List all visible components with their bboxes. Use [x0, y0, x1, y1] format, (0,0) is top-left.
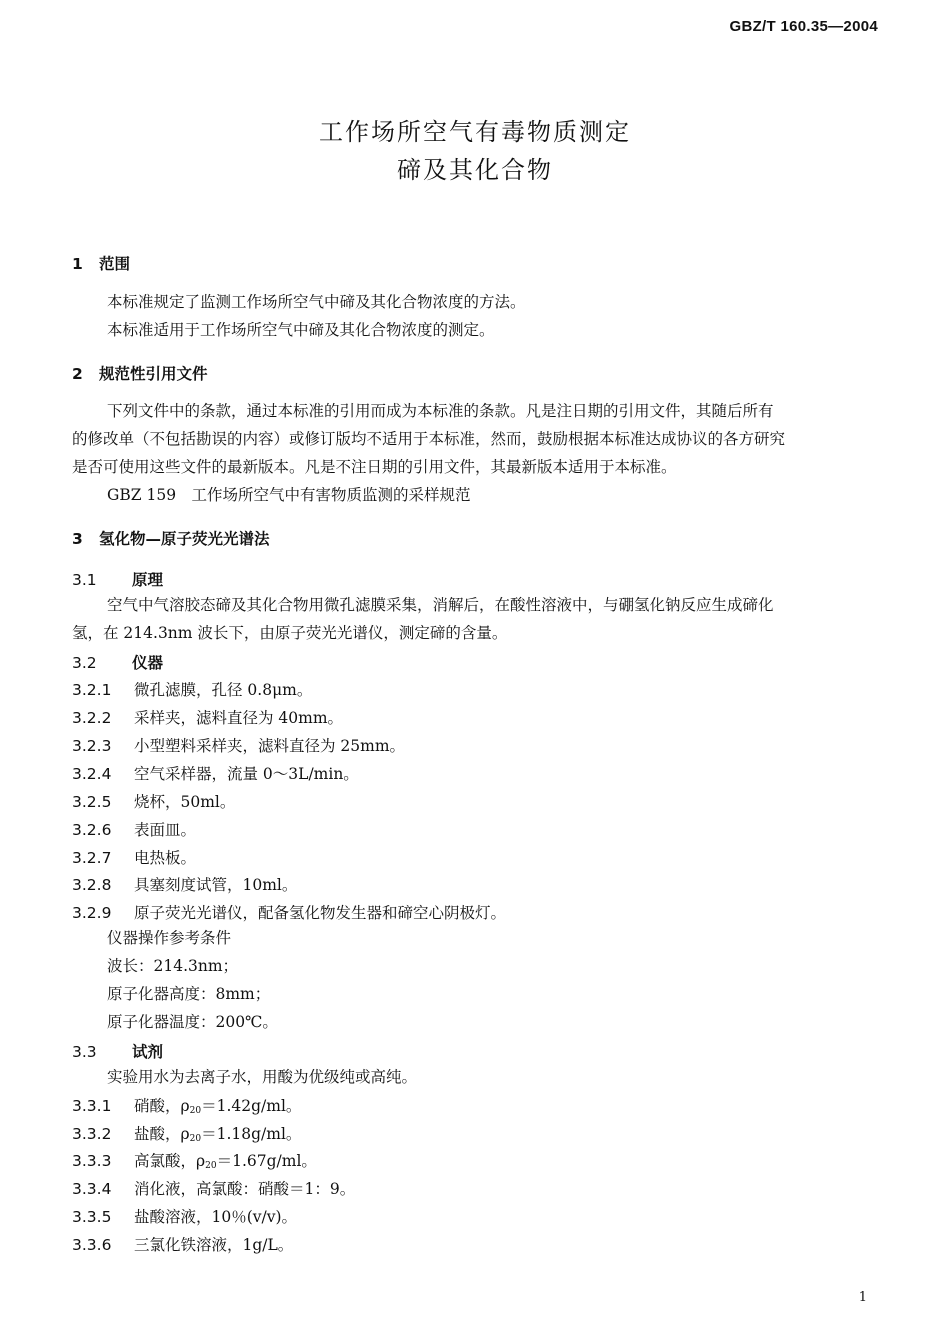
- list-item: [72, 1233, 293, 1255]
- section-heading-3: [72, 527, 270, 549]
- item-text: 原子荧光光谱仪，配备氢化物发生器和碲空心阴极灯。: [134, 904, 507, 922]
- subsection-heading-3-3: [72, 1040, 163, 1062]
- subsection-heading-3-1: [72, 568, 163, 590]
- item-text: 微孔滤膜，孔径 0.8μm。: [134, 681, 313, 699]
- paragraph-line: 下列文件中的条款，通过本标准的引用而成为本标准的条款。凡是注日期的引用文件，其随后所有: [107, 402, 774, 420]
- item-number: 3.3.4: [72, 1180, 112, 1198]
- item-number: 3.2.5: [72, 793, 112, 811]
- subsection-number: 3.1: [72, 571, 97, 589]
- item-text: 烧杯，50ml。: [134, 793, 236, 811]
- list-item: [72, 762, 359, 784]
- subsection-heading-3-2: [72, 651, 163, 673]
- item-text: 采样夹，滤料直径为 40mm。: [134, 709, 344, 727]
- item-text: 具塞刻度试管，10ml。: [134, 876, 298, 894]
- list-item: [72, 1205, 297, 1227]
- paragraph-line: 空气中气溶胶态碲及其化合物用微孔滤膜采集，消解后，在酸性溶液中，与硼氢化钠反应生成碲化: [107, 596, 774, 614]
- condition-line: 仪器操作参考条件: [107, 929, 232, 947]
- condition-line: 原子化器温度：200℃。: [107, 1013, 278, 1031]
- subsection-number: 3.2: [72, 654, 97, 672]
- item-text: 表面皿。: [134, 821, 197, 839]
- section-number: 3: [72, 530, 83, 548]
- item-number: 3.2.2: [72, 709, 112, 727]
- standard-code: GBZ/T 160.35—2004: [729, 18, 878, 35]
- paragraph: 实验用水为去离子水，用酸为优级纯或高纯。: [107, 1068, 418, 1086]
- list-item: [72, 734, 405, 756]
- list-item: [72, 873, 297, 895]
- list-item: [72, 1122, 301, 1144]
- paragraph-line: 氢，在 214.3nm 波长下，由原子荧光光谱仪，测定碲的含量。: [72, 624, 508, 642]
- page-subtitle: 碲及其化合物: [397, 156, 553, 184]
- item-number: 3.2.6: [72, 821, 112, 839]
- item-number: 3.3.6: [72, 1236, 112, 1254]
- item-number: 3.2.3: [72, 737, 112, 755]
- subsection-label: 仪器: [132, 654, 164, 672]
- section-label: 范围: [99, 255, 131, 273]
- item-number: 3.3.3: [72, 1152, 112, 1170]
- item-text: 高氯酸，: [134, 1152, 197, 1170]
- density-temperature: 20: [189, 1134, 202, 1144]
- subsection-number: 3.3: [72, 1043, 97, 1061]
- subsection-label: 试剂: [132, 1043, 164, 1061]
- density-temperature: 20: [205, 1161, 217, 1171]
- item-text: 消化液，高氯酸：硝酸＝1：9。: [134, 1180, 356, 1198]
- density-value: ＝1.42g/ml。: [201, 1097, 302, 1115]
- item-number: 3.2.8: [72, 876, 112, 894]
- item-text: 电热板。: [134, 849, 197, 867]
- condition-line: 波长：214.3nm；: [107, 957, 239, 975]
- page-number: 1: [858, 1290, 867, 1305]
- section-heading-1: [72, 252, 130, 274]
- density-value: ＝1.18g/ml。: [201, 1125, 302, 1143]
- condition-line: 原子化器高度：8mm；: [107, 985, 271, 1003]
- section-heading-2: [72, 362, 208, 384]
- item-number: 3.2.9: [72, 904, 112, 922]
- item-number: 3.3.2: [72, 1125, 112, 1143]
- subsection-label: 原理: [132, 571, 164, 589]
- item-text: 小型塑料采样夹，滤料直径为 25mm。: [134, 737, 406, 755]
- list-item: [72, 678, 312, 700]
- paragraph: 本标准规定了监测工作场所空气中碲及其化合物浓度的方法。: [107, 293, 526, 311]
- paragraph-line: 是否可使用这些文件的最新版本。凡是不注日期的引用文件，其最新版本适用于本标准。: [72, 458, 677, 476]
- item-number: 3.2.4: [72, 765, 112, 783]
- section-label: 规范性引用文件: [99, 365, 208, 383]
- density-symbol: ρ: [180, 1125, 190, 1143]
- item-number: 3.3.5: [72, 1208, 112, 1226]
- item-text: 硝酸，: [134, 1097, 181, 1115]
- item-text: 三氯化铁溶液，1g/L。: [134, 1236, 294, 1254]
- density-temperature: 20: [189, 1106, 202, 1116]
- section-label: 氢化物—原子荧光光谱法: [99, 530, 270, 548]
- list-item: [72, 706, 343, 728]
- normative-reference: GBZ 159 工作场所空气中有害物质监测的采样规范: [107, 486, 471, 504]
- list-item: [72, 901, 506, 923]
- density-symbol: ρ: [196, 1152, 206, 1170]
- list-item: [72, 1177, 355, 1199]
- density-symbol: ρ: [180, 1097, 190, 1115]
- list-item: [72, 1094, 301, 1116]
- list-item: [72, 1149, 317, 1171]
- item-text: 盐酸溶液，10％(v/v)。: [134, 1208, 298, 1226]
- paragraph: 本标准适用于工作场所空气中碲及其化合物浓度的测定。: [107, 321, 495, 339]
- list-item: [72, 818, 196, 840]
- section-number: 1: [72, 255, 83, 273]
- section-number: 2: [72, 365, 83, 383]
- item-number: 3.2.1: [72, 681, 112, 699]
- page-title: 工作场所空气有毒物质测定: [319, 118, 631, 146]
- paragraph-line: 的修改单（不包括勘误的内容）或修订版均不适用于本标准，然而，鼓励根据本标准达成协议的各方研究: [72, 430, 786, 448]
- item-number: 3.3.1: [72, 1097, 112, 1115]
- item-number: 3.2.7: [72, 849, 112, 867]
- list-item: [72, 790, 235, 812]
- density-value: ＝1.67g/ml。: [216, 1152, 317, 1170]
- item-text: 盐酸，: [134, 1125, 181, 1143]
- item-text: 空气采样器，流量 0～3L/min。: [134, 765, 359, 783]
- list-item: [72, 846, 196, 868]
